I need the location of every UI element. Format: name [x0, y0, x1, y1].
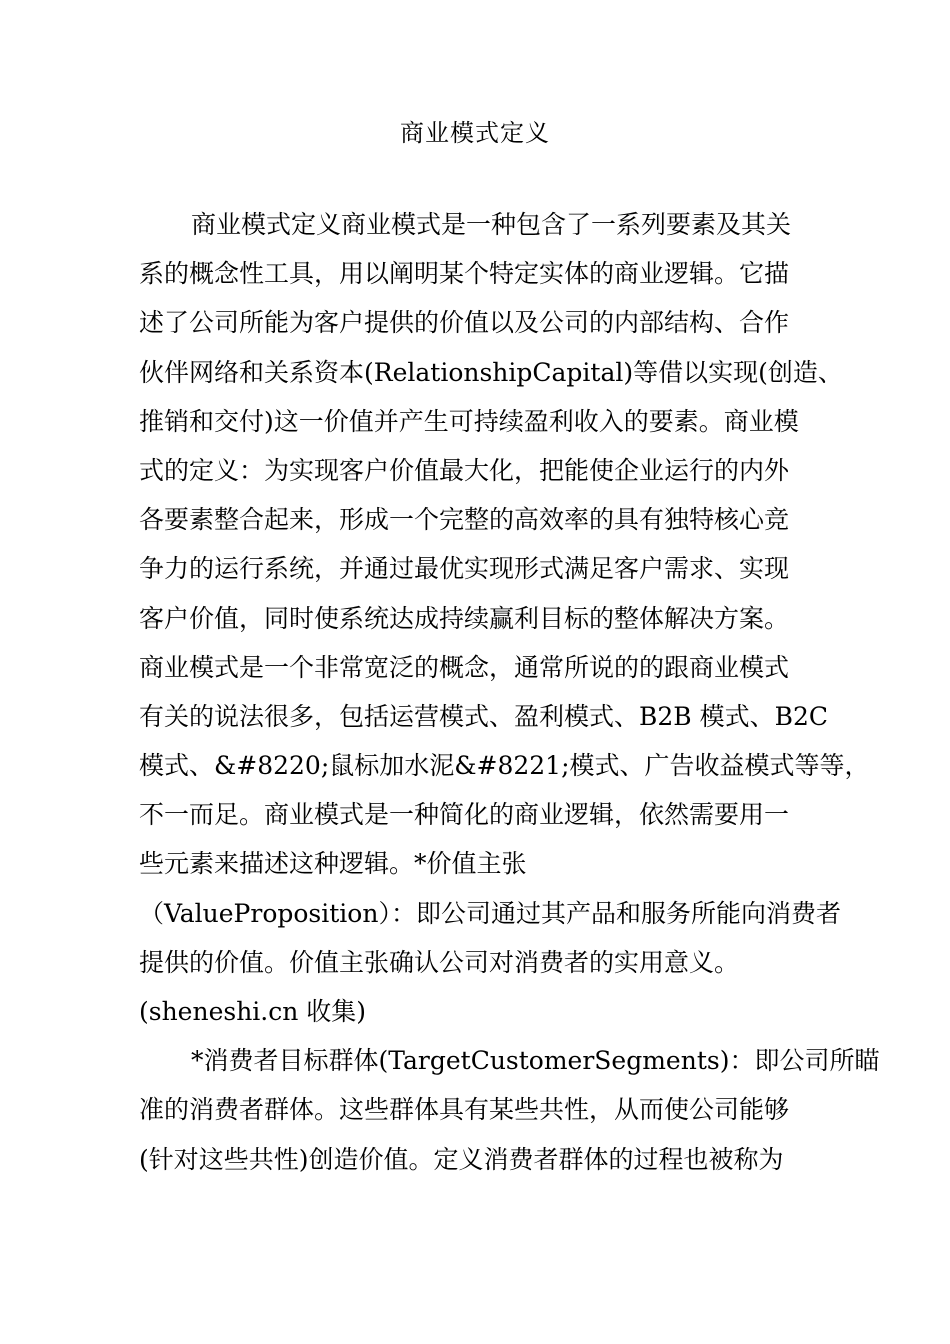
body-text — [139, 200, 880, 1184]
paragraph-line: 准的消费者群体。这些群体具有某些共性，从而使公司能够 — [139, 1095, 790, 1125]
paragraph-line: 不一而足。商业模式是一种简化的商业逻辑，依然需要用一 — [139, 800, 790, 830]
paragraph-line: 各要素整合起来，形成一个完整的高效率的具有独特核心竞 — [139, 505, 790, 535]
paragraph-line: (针对这些共性)创造价值。定义消费者群体的过程也被称为 — [139, 1144, 784, 1174]
paragraph-line: 提供的价值。价值主张确认公司对消费者的实用意义。 — [139, 947, 740, 977]
paragraph-line: 有关的说法很多，包括运营模式、盈利模式、B2B 模式、B2C — [139, 701, 829, 731]
paragraph-line: 客户价值，同时使系统达成持续赢利目标的整体解决方案。 — [139, 603, 790, 633]
paragraph-line: 推销和交付)这一价值并产生可持续盈利收入的要素。商业模 — [139, 406, 799, 436]
paragraph-line: 式的定义：为实现客户价值最大化，把能使企业运行的内外 — [139, 455, 790, 485]
paragraph-line: *消费者目标群体(TargetCustomerSegments)：即公司所瞄 — [191, 1046, 880, 1076]
paragraph-line: 模式、&#8220;鼠标加水泥&#8221;模式、广告收益模式等等， — [139, 751, 870, 781]
paragraph-line: 系的概念性工具，用以阐明某个特定实体的商业逻辑。它描 — [139, 259, 790, 289]
paragraph-line: 商业模式定义商业模式是一种包含了一系列要素及其关 — [191, 210, 792, 239]
page-title: 商业模式定义 — [400, 119, 550, 147]
paragraph-line: 商业模式是一个非常宽泛的概念，通常所说的的跟商业模式 — [139, 652, 790, 682]
paragraph-line: 伙伴网络和关系资本(RelationshipCapital)等借以实现(创造、 — [139, 357, 843, 387]
paragraph-line: 些元素来描述这种逻辑。*价值主张 — [139, 849, 527, 879]
paragraph-line: (sheneshi.cn 收集) — [139, 997, 367, 1026]
paragraph-line: 述了公司所能为客户提供的价值以及公司的内部结构、合作 — [139, 308, 790, 338]
paragraph-line: 争力的运行系统，并通过最优实现形式满足客户需求、实现 — [139, 554, 790, 584]
paragraph-line: （ValueProposition）：即公司通过其产品和服务所能向消费者 — [139, 898, 841, 928]
